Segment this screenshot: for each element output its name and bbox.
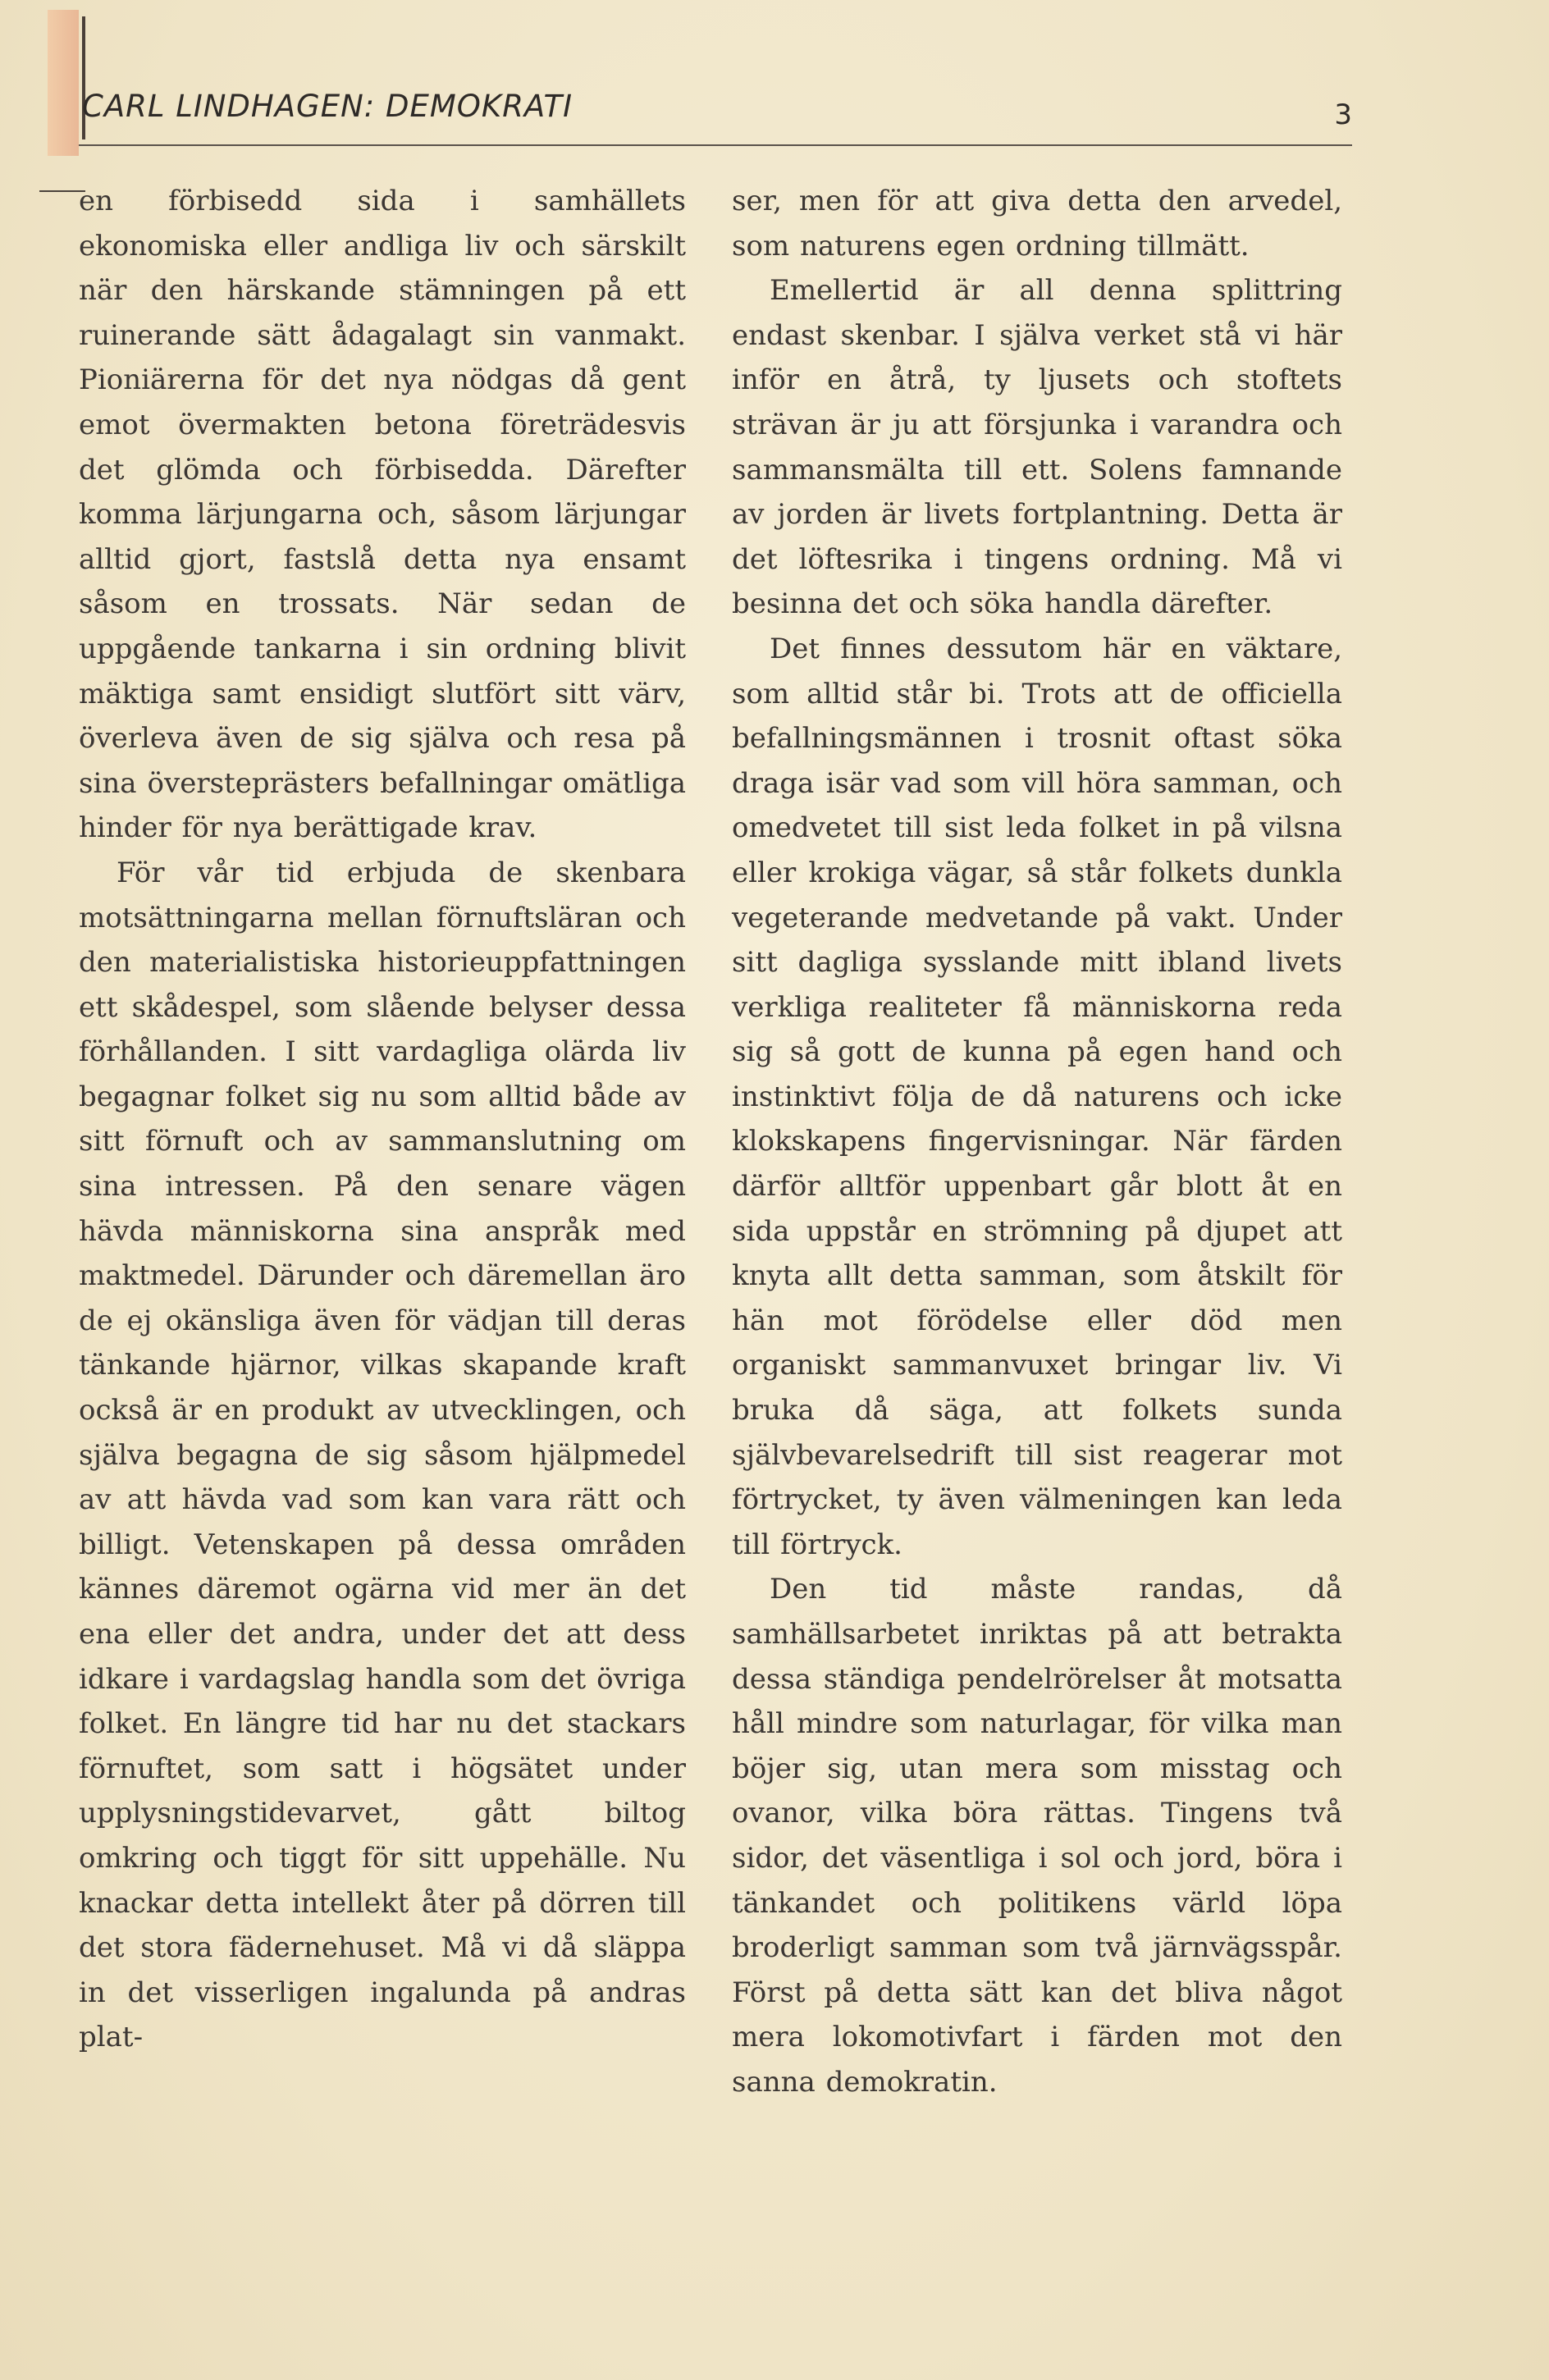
running-title: CARL LINDHAGEN: DEMOKRATI <box>82 89 573 124</box>
paragraph: en förbisedd sida i samhällets ekonomiska eller andliga liv och särskilt när den härskande stämningen på ett ruinerande sätt ådagalagt sin vanmakt. Pioniärerna för det nya nödgas då gent emot övermakten betona företrädesvis det glömda och förbisedda. Därefter komma lärjungarna och, såsom lärjungar alltid gjort, fastslå detta nya ensamt såsom en trossats. När sedan de uppgående tankarna i sin ordning blivit mäktiga samt ensidigt slutfört sitt värv, överleva även de sig själva och resa på sina översteprästers befallningar omätliga hinder för nya berättigade krav. <box>79 185 686 845</box>
page-number: 3 <box>1334 98 1352 131</box>
paragraph: Emellertid är all denna splittring endast skenbar. I själva verket stå vi här inför en åtrå, ty ljusets och stoftets strävan är ju att försjunka i varandra och sammansmälta till ett. Solens famnande av jorden är livets fortplantning. Detta är det löftesrika i tingens ordning. Må vi besinna det och söka handla därefter. <box>732 274 1342 621</box>
header-rule <box>79 144 1352 146</box>
paragraph: Det finnes dessutom här en väktare, som alltid står bi. Trots att de officiella befallningsmännen i trosnit oftast söka draga isär vad som vill höra samman, och omedvetet till sist leda folket in på vilsna eller krokiga vägar, så står folkets dunkla vegeterande medvetande på vakt. Under sitt dagliga sysslande mitt ibland livets verkliga realiteter få människorna reda sig så gott de kunna på egen hand och instinktivt följa de då naturens och icke klokskapens fingervisningar. När färden därför alltför uppenbart går blott åt en sida uppstår en strömning på djupet att knyta allt detta samman, som åtskilt för hän mot förödelse eller död men organiskt sammanvuxet bringar liv. Vi bruka då säga, att folkets sunda självbevarelsedrift till sist reagerar mot förtrycket, ty även välmeningen kan leda till förtryck. <box>732 632 1342 1561</box>
page-header <box>82 89 1352 143</box>
left-column <box>79 179 686 2060</box>
right-column <box>732 179 1342 2105</box>
paragraph: ser, men för att giva detta den arvedel, som naturens egen ordning tillmätt. <box>732 185 1342 263</box>
paragraph: Den tid måste randas, då samhällsarbetet inriktas på att betrakta dessa ständiga pendelrörelser åt motsatta håll mindre som naturlagar, för vilka man böjer sig, utan mera som misstag och ovanor, vilka böra rättas. Tingens två sidor, det väsentliga i sol och jord, böra i tänkandet och politikens värld löpa broderligt samman som två järnvägsspår. Först på detta sätt kan det bliva något mera lokomotivfart i färden mot den sanna demokratin. <box>732 1573 1342 2099</box>
paragraph: För vår tid erbjuda de skenbara motsättningarna mellan förnuftsläran och den materialistiska historieuppfattningen ett skådespel, som slående belyser dessa förhållanden. I sitt vardagliga olärda liv begagnar folket sig nu som alltid både av sitt förnuft och av sammanslutning om sina intressen. På den senare vägen hävda människorna sina anspråk med maktmedel. Därunder och däremellan äro de ej okänsliga även för vädjan till deras tänkande hjärnor, vilkas skapande kraft också är en produkt av utvecklingen, och själva begagna de sig såsom hjälpmedel av att hävda vad som kan vara rätt och billigt. Vetenskapen på dessa områden kännes däremot ogärna vid mer än det ena eller det andra, under det att dess idkare i vardagslag handla som det övriga folket. En längre tid har nu det stackars förnuftet, som satt i högsätet under upplysningstidevarvet, gått biltog omkring och tiggt för sitt uppehälle. Nu knackar detta intellekt åter på dörren till det stora fädernehuset. Må vi då släppa in det visserligen ingalunda på andras plat- <box>79 856 686 2054</box>
binding-tape <box>48 10 79 156</box>
